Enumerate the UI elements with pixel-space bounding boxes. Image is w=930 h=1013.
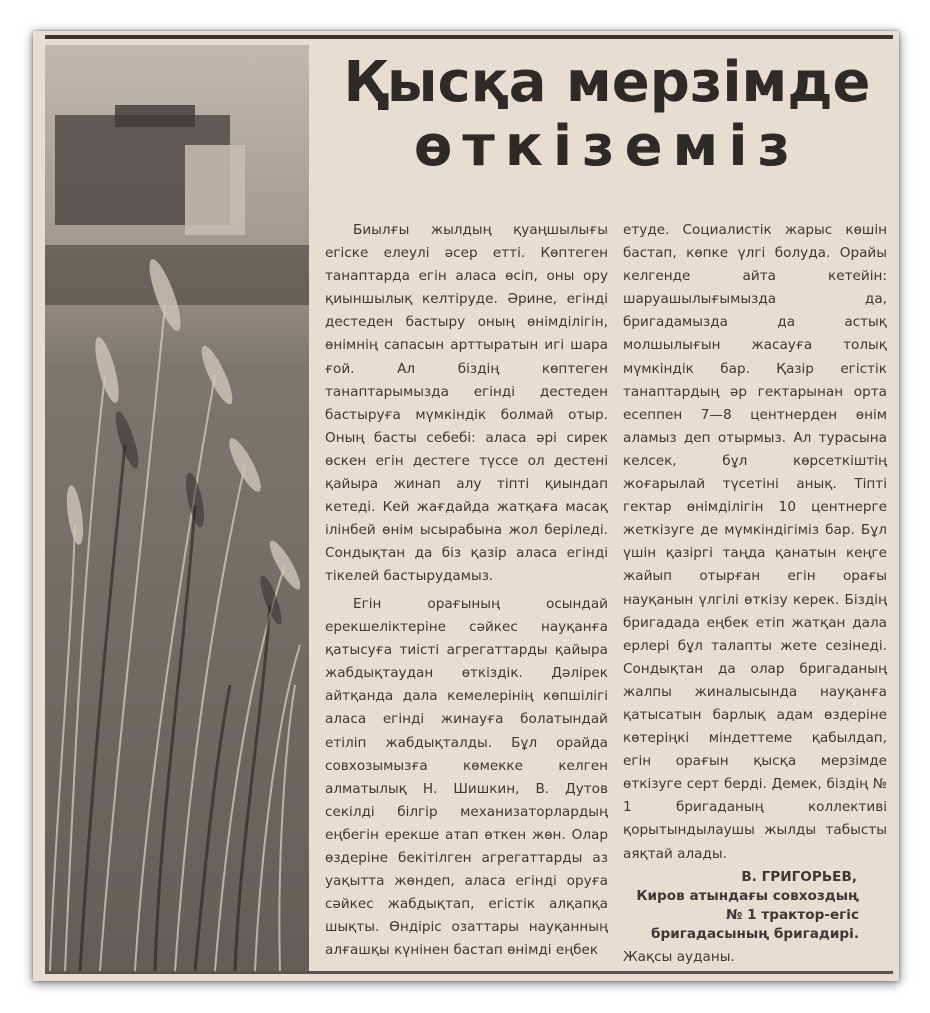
article-paragraph: Биылғы жылдың қуаңшылығы егіске елеулі әсер етті. Көптеген танаптарда егін аласа өсіп, оны ору қиыншылық келтіруде. Әрине, егінді дестеден бастыру оның өнімділігін, өнімнің сапасын арттыратын игі шара ғой. Ал біздің көптеген танаптарымызда егінді дестеден бастыруға мүмкіндік болмай отыр. Оның басты себебі: аласа әрі сирек өскен егін дестеге түссе ол дестені қайыра жинап алу тіпті қиындап кетеді. Кей жағдайда жатқаға масақ ілінбей өнім ысырабына жол беріледі. Сондықтан да біз қазір аласа егінді тікелей бастырудамыз. — [325, 222, 608, 585]
headline-line-2: өткіземіз — [413, 114, 801, 179]
wheat-field-photo — [45, 45, 309, 971]
author-title: Киров атындағы совхоздың № 1 трактор-егіс бригадасының бригадирі. — [636, 888, 859, 942]
article-headline — [323, 51, 891, 179]
article-paragraph: Егін орағының осындай ерекшеліктеріне сәйкес науқанға қатысуға тиісті агрегаттарды қайыра жабдықтаудан өткіздік. Дәлірек айтқанда дала кемелерінің көпшілігі аласа егінді жинауға болатындай етіліп жабдықталды. Бұл орайда совхозымызға көмекке келген алматылық Н. Шишкин, В. Дутов секілді білгір механизаторлардың еңбегін ерекше атап өткен жөн. Олар өздеріне бекітілген агрегаттарды аз уақытта жөндеп, аласа егінді оруға сәйкес жабдықтап, егістік алқапқа шықты. Өндіріс озаттары науқанның алғашқы күнінен бастап өнімді еңбек — [325, 596, 608, 959]
article-column-1-continued — [325, 593, 608, 963]
newspaper-clipping — [33, 31, 899, 981]
district-name: Жақсы ауданы. — [623, 949, 735, 965]
article-paragraph-continued: етуде. Социалистік жарыс көшін бастап, көпке үлгі болуда. Орайы келгенде айта кетейін: шаруашылығымызда да, бригадамызда да астық молшылығын жасауға толық мүмкіндік бар. Қазір егістік танаптардың әр гектарынан орта есеппен 7—8 центнерден өнім аламыз деп отырмыз. Ал турасына келсек, бұл көрсеткіштің жоғарылай түсетіні анық. Тіпті гектар өнімділігін 10 центнерге жеткізуге де мүмкіндігіміз бар. Бұл үшін қазіргі таңда қанатын кеңге жайып отырған егін орағы науқанын үлгілі өткізу керек. Біздің бригадада еңбек етіп жатқан дала ерлері бұл талапты жете сезінеді. Сондықтан да олар бригаданың жалпы жиналысында науқанға қатысатын барлық адам өздеріне көтеріңкі міндеттеме қабылдап, егін орағын қысқа мерзімде өткізуге серт берді. Демек, біздің № 1 бригаданың коллективі қорытындылаушы жылды табысты аяқтай алады. — [623, 222, 887, 862]
bottom-rule — [45, 971, 893, 974]
signature-block — [623, 868, 887, 967]
article-column-1 — [325, 219, 608, 589]
article-column-2 — [623, 219, 887, 866]
headline-line-1: Қысқа мерзімде — [343, 50, 871, 115]
author-name: В. ГРИГОРЬЕВ, — [741, 869, 857, 885]
top-rule — [45, 35, 893, 39]
